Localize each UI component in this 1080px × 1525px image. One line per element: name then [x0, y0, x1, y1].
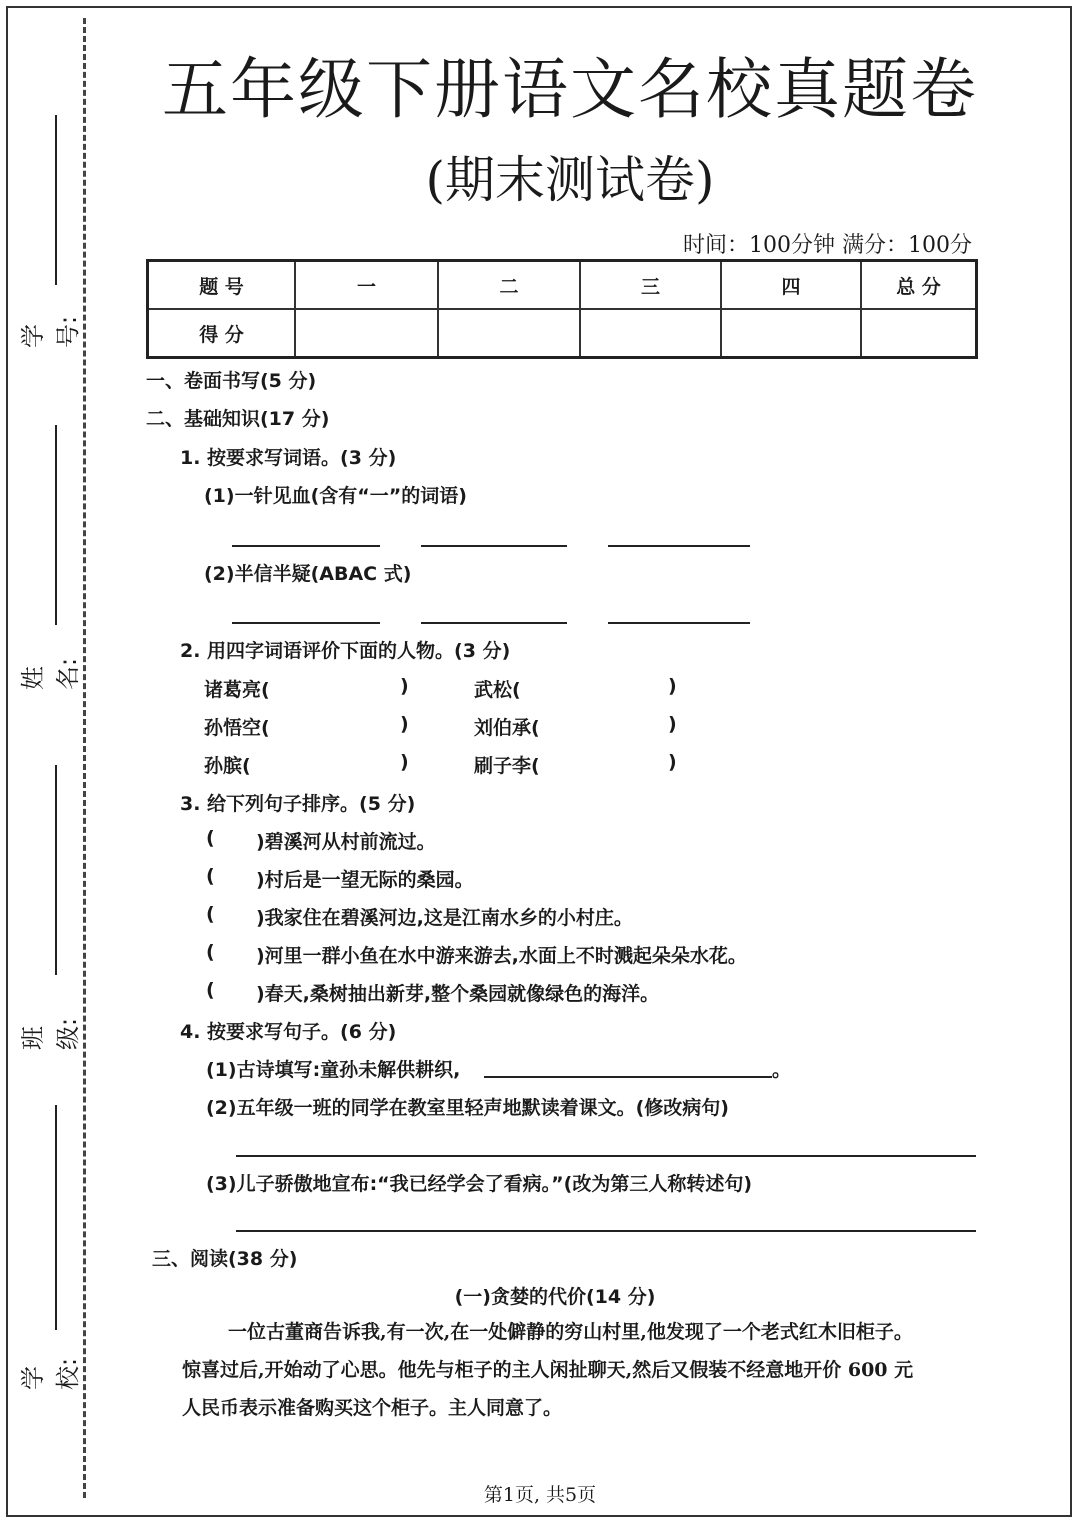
person-label: 刘伯承(: [474, 717, 540, 739]
close-paren: ): [668, 675, 677, 697]
binding-dashed-line: [83, 18, 86, 1498]
passage-line: 一位古董商告诉我,有一次,在一处僻静的穷山村里,他发现了一个老式红木旧柜子。: [228, 1321, 913, 1343]
sentence-item: )我家住在碧溪河边,这是江南水乡的小村庄。: [256, 907, 633, 929]
exam-title: 五年级下册语文名校真题卷: [162, 51, 978, 128]
name-label: 姓名:: [19, 657, 82, 690]
score-row-label: 得 分: [148, 309, 296, 358]
person-label: 武松(: [474, 679, 521, 701]
order-open-paren: (: [206, 903, 215, 925]
passage-body: [182, 1313, 982, 1427]
school-label: 学校:: [19, 1357, 82, 1390]
q4-sub1-end: 。: [772, 1059, 792, 1081]
answer-blank[interactable]: [421, 545, 567, 547]
page-footer: 第1页, 共5页: [483, 1484, 597, 1506]
order-open-paren: (: [206, 941, 215, 963]
score-table-header-cell: 题 号: [148, 261, 296, 310]
score-table-header-cell: 二: [438, 261, 580, 310]
score-cell[interactable]: [295, 309, 438, 358]
student-id-line: [55, 115, 57, 285]
close-paren: ): [668, 751, 677, 773]
sentence-item: )村后是一望无际的桑园。: [256, 869, 474, 891]
close-paren: ): [400, 713, 409, 735]
answer-line[interactable]: [236, 1230, 976, 1232]
score-table-header-cell: 四: [721, 261, 861, 310]
score-table: [146, 259, 978, 359]
section1-heading: 一、卷面书写(5 分): [146, 370, 317, 392]
section3-heading: 三、阅读(38 分): [152, 1248, 298, 1270]
answer-blank[interactable]: [232, 545, 380, 547]
q1-sub2: (2)半信半疑(ABAC 式): [204, 563, 412, 585]
student-id-label: 学号:: [19, 315, 82, 348]
q4-sub3: (3)儿子骄傲地宣布:“我已经学会了看病。”(改为第三人称转述句): [206, 1173, 753, 1195]
time-info: 时间：100分钟 满分：100分: [683, 233, 972, 258]
score-cell[interactable]: [580, 309, 721, 358]
q3-stem: 3. 给下列句子排序。(5 分): [180, 793, 416, 815]
answer-line[interactable]: [236, 1155, 976, 1157]
person-label: 诸葛亮(: [204, 679, 270, 701]
close-paren: ): [400, 675, 409, 697]
answer-blank[interactable]: [608, 545, 750, 547]
order-open-paren: (: [206, 979, 215, 1001]
score-table-header-cell: 三: [580, 261, 721, 310]
order-open-paren: (: [206, 865, 215, 887]
order-open-paren: (: [206, 827, 215, 849]
class-line: [55, 765, 57, 975]
close-paren: ): [400, 751, 409, 773]
passage-line: 人民币表示准备购买这个柜子。主人同意了。: [182, 1397, 563, 1419]
close-paren: ): [668, 713, 677, 735]
passage-title: (一)贪婪的代价(14 分): [454, 1286, 656, 1308]
sentence-item: )河里一群小鱼在水中游来游去,水面上不时溅起朵朵水花。: [256, 945, 747, 967]
sentence-item: )春天,桑树抽出新芽,整个桑园就像绿色的海洋。: [256, 983, 660, 1005]
q4-sub2: (2)五年级一班的同学在教室里轻声地默读着课文。(修改病句): [206, 1097, 729, 1119]
score-table-header-cell: 总 分: [861, 261, 977, 310]
class-label: 班级:: [19, 1017, 82, 1050]
sentence-item: )碧溪河从村前流过。: [256, 831, 436, 853]
score-cell[interactable]: [861, 309, 977, 358]
q4-sub1: (1)古诗填写:童孙未解供耕织,: [206, 1059, 461, 1081]
passage-line: 惊喜过后,开始动了心思。他先与柜子的主人闲扯聊天,然后又假装不经意地开价 600 元: [182, 1359, 914, 1381]
person-label: 孙悟空(: [204, 717, 270, 739]
person-label: 刷子李(: [474, 755, 540, 777]
answer-blank[interactable]: [484, 1076, 772, 1078]
score-table-score-row: [148, 309, 977, 358]
answer-blank[interactable]: [232, 622, 380, 624]
person-label: 孙膑(: [204, 755, 251, 777]
q2-stem: 2. 用四字词语评价下面的人物。(3 分): [180, 640, 511, 662]
answer-blank[interactable]: [608, 622, 750, 624]
q4-stem: 4. 按要求写句子。(6 分): [180, 1021, 397, 1043]
q1-sub1: (1)一针见血(含有“一”的词语): [204, 485, 467, 507]
score-cell[interactable]: [438, 309, 580, 358]
q1-stem: 1. 按要求写词语。(3 分): [180, 447, 397, 469]
score-table-header-row: [148, 261, 977, 310]
answer-blank[interactable]: [421, 622, 567, 624]
exam-subtitle: (期末测试卷): [425, 151, 715, 209]
score-cell[interactable]: [721, 309, 861, 358]
name-line: [55, 425, 57, 625]
score-table-header-cell: 一: [295, 261, 438, 310]
section2-heading: 二、基础知识(17 分): [146, 408, 330, 430]
